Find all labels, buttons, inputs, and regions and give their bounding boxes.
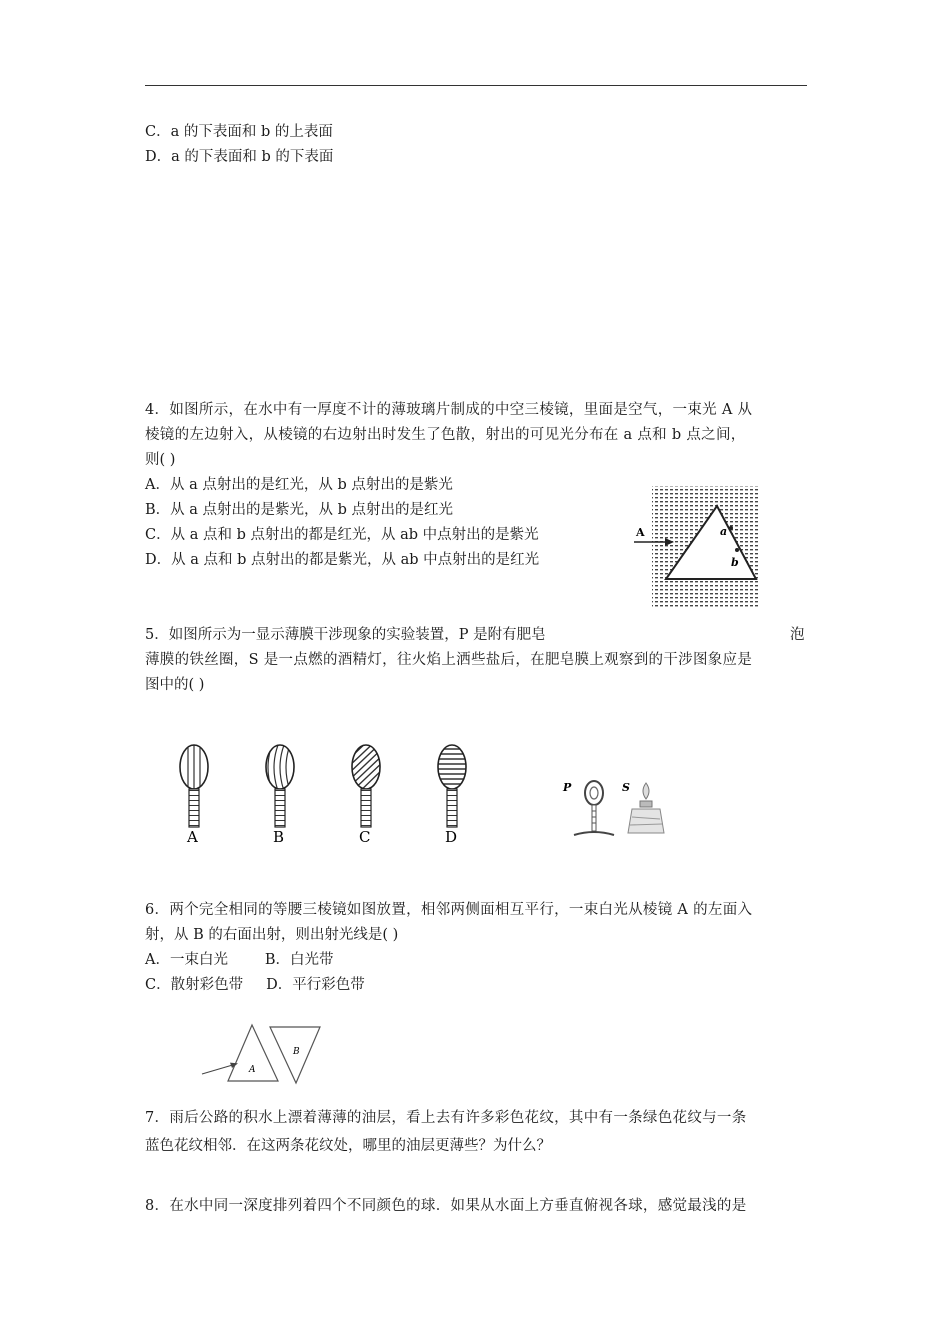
- label-P: P: [563, 781, 572, 794]
- label-A: A: [249, 1065, 256, 1075]
- q4-option-c: C．从 a 点和 b 点射出的都是红光，从 ab 中点射出的是紫光: [145, 527, 539, 543]
- q5-film-patterns-figure: [160, 735, 480, 850]
- q4-stem-line2: 棱镜的左边射入，从棱镜的右边射出时发生了色散，射出的可见光分布在 a 点和 b 点之间，: [145, 427, 746, 443]
- label-A: A: [636, 526, 645, 539]
- label-a: a: [720, 525, 728, 538]
- label-b: b: [731, 556, 739, 569]
- q8-stem-line1: 8．在水中同一深度排列着四个不同颜色的球．如果从水面上方垂直俯视各球，感觉最浅的是: [145, 1198, 747, 1214]
- q6-stem-line2: 射，从 B 的右面出射，则出射光线是( ): [145, 927, 399, 943]
- q6-options-row1: A．一束白光 B．白光带: [145, 952, 334, 968]
- q7-stem-line2: 蓝色花纹相邻．在这两条花纹处，哪里的油层更薄些？为什么？: [145, 1138, 551, 1154]
- q5-stem-line2: 薄膜的铁丝圈，S 是一点燃的酒精灯，往火焰上洒些盐后，在肥皂膜上观察到的干涉图象应是: [145, 652, 753, 668]
- pattern-c-label: C: [359, 828, 371, 846]
- q6-two-prisms-figure: [198, 1022, 328, 1087]
- wire-loop: [574, 781, 614, 835]
- q6-stem-line1: 6．两个完全相同的等腰三棱镜如图放置，相邻两侧面相互平行，一束白光从棱镜 A 的左面入: [145, 902, 753, 918]
- q3-option-d: D．a 的下表面和 b 的下表面: [145, 149, 334, 165]
- point-a-marker: [729, 526, 733, 530]
- q5-stem-line1a: 5．如图所示为一显示薄膜干涉现象的实验装置，P 是附有肥皂: [145, 627, 546, 643]
- header-rule: [145, 85, 807, 86]
- q4-stem-line3: 则( ): [145, 452, 176, 468]
- pattern-d: [436, 745, 468, 846]
- pattern-b: [266, 745, 294, 846]
- q5-stem-line1b: 泡: [790, 627, 805, 643]
- point-b-marker: [735, 548, 739, 552]
- q4-option-d: D．从 a 点和 b 点射出的都是紫光，从 ab 中点射出的是红光: [145, 552, 540, 568]
- white-light-ray: [202, 1064, 236, 1074]
- q3-option-c: C．a 的下表面和 b 的上表面: [145, 124, 333, 140]
- pattern-b-label: B: [273, 828, 285, 846]
- q4-prism-figure: [630, 484, 770, 614]
- q4-option-b: B．从 a 点射出的是紫光，从 b 点射出的是红光: [145, 502, 454, 518]
- pattern-c: [346, 735, 386, 846]
- label-S: S: [622, 781, 630, 794]
- q7-stem-line1: 7．雨后公路的积水上漂着薄薄的油层，看上去有许多彩色花纹，其中有一条绿色花纹与一条: [145, 1110, 747, 1126]
- alcohol-lamp: [628, 783, 664, 833]
- pattern-a-label: A: [187, 828, 198, 846]
- q5-apparatus-figure: [560, 775, 670, 845]
- q6-options-row2: C．散射彩色带 D．平行彩色带: [145, 977, 365, 993]
- q4-stem-line1: 4．如图所示，在水中有一厚度不计的薄玻璃片制成的中空三棱镜，里面是空气，一束光 A 从: [145, 402, 753, 418]
- q5-stem-line3: 图中的( ): [145, 677, 205, 693]
- label-B: B: [293, 1047, 300, 1057]
- q4-option-a: A．从 a 点射出的是红光，从 b 点射出的是紫光: [145, 477, 453, 493]
- pattern-a: [180, 743, 208, 846]
- pattern-d-label: D: [445, 828, 458, 846]
